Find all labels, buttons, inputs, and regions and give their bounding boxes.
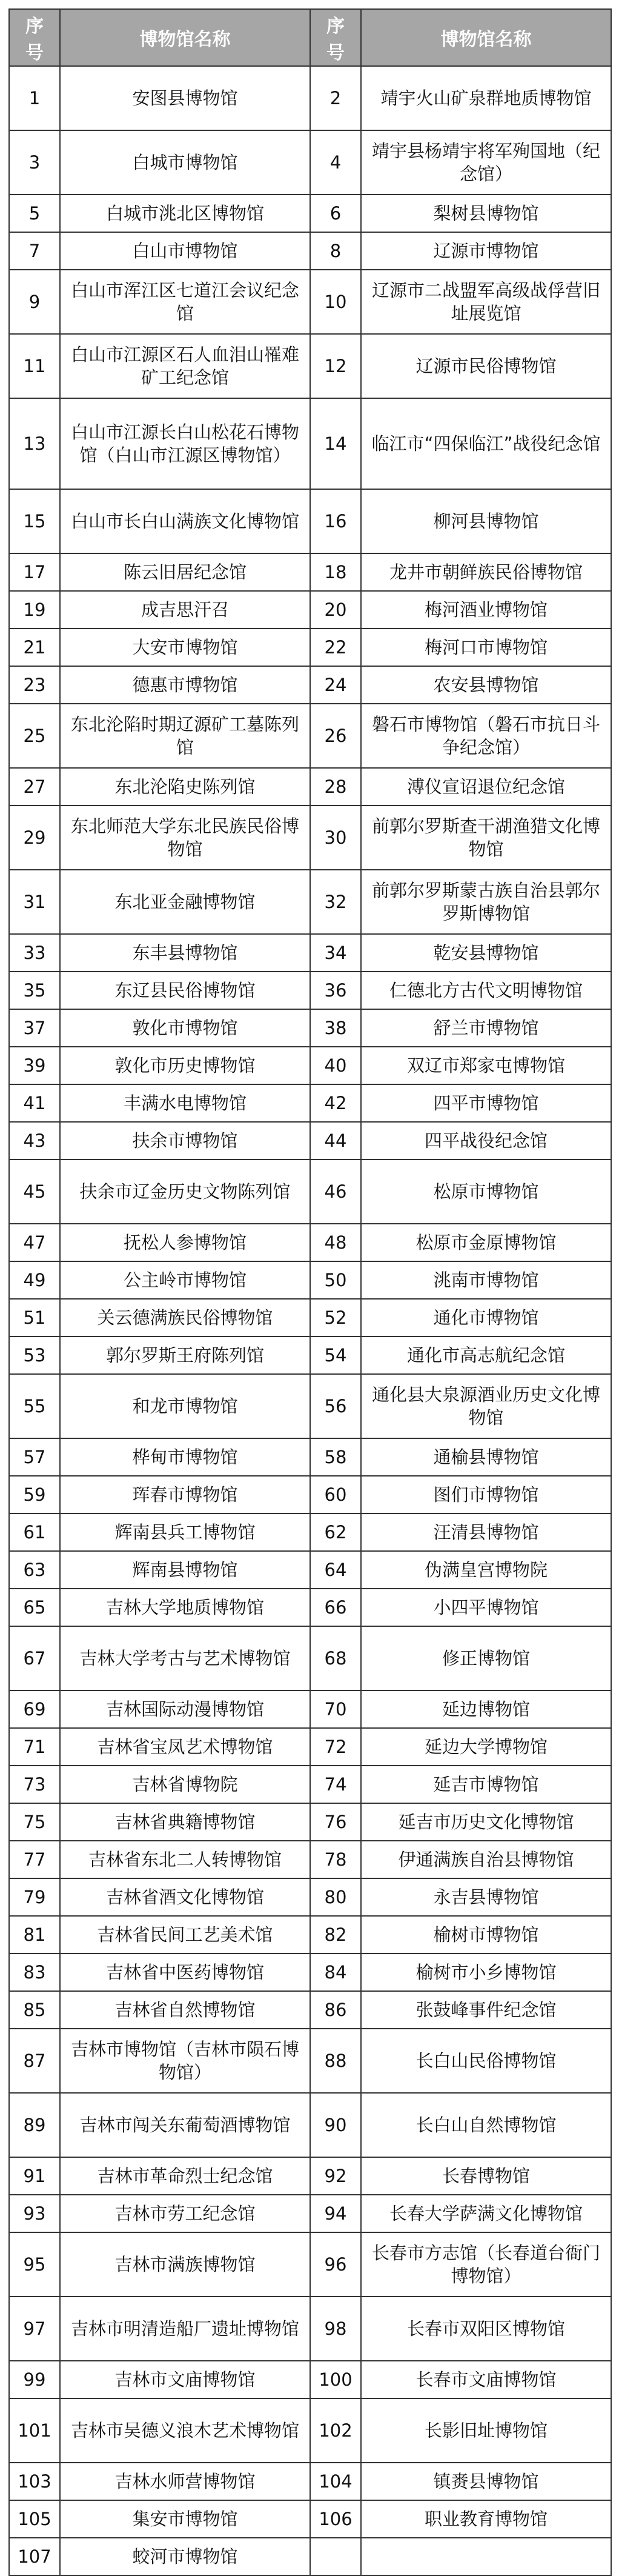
row-number-right: 78 bbox=[310, 1841, 361, 1878]
table-row bbox=[9, 591, 611, 629]
museum-name-left: 吉林省东北二人转博物馆 bbox=[60, 1841, 310, 1878]
museum-name-left: 辉南县兵工博物馆 bbox=[60, 1513, 310, 1551]
row-number-right: 20 bbox=[310, 591, 361, 629]
row-number-right: 8 bbox=[310, 232, 361, 270]
row-number-right: 82 bbox=[310, 1916, 361, 1954]
row-number-right: 32 bbox=[310, 870, 361, 934]
row-number-right: 84 bbox=[310, 1954, 361, 1991]
row-number-left: 55 bbox=[9, 1374, 60, 1438]
museum-name-right: 梨树县博物馆 bbox=[361, 195, 611, 232]
museum-name-left: 吉林省典籍博物馆 bbox=[60, 1803, 310, 1841]
row-number-left: 81 bbox=[9, 1916, 60, 1954]
table-row bbox=[9, 1224, 611, 1261]
table-row bbox=[9, 2463, 611, 2500]
museum-name-right: 长春博物馆 bbox=[361, 2157, 611, 2195]
row-number-right: 18 bbox=[310, 553, 361, 591]
table-row bbox=[9, 2157, 611, 2195]
row-number-right: 102 bbox=[310, 2398, 361, 2463]
museum-name-left: 吉林市闯关东葡萄酒博物馆 bbox=[60, 2093, 310, 2157]
museum-name-right: 长春市方志馆（长春道台衙门博物馆） bbox=[361, 2232, 611, 2297]
row-number-right: 64 bbox=[310, 1551, 361, 1589]
row-number-right: 10 bbox=[310, 270, 361, 334]
row-number-right bbox=[310, 2538, 361, 2575]
row-number-right: 96 bbox=[310, 2232, 361, 2297]
museum-name-left: 吉林省民间工艺美术馆 bbox=[60, 1916, 310, 1954]
row-number-left: 7 bbox=[9, 232, 60, 270]
row-number-left: 93 bbox=[9, 2195, 60, 2232]
row-number-left: 49 bbox=[9, 1261, 60, 1299]
row-number-right: 24 bbox=[310, 666, 361, 704]
table-row bbox=[9, 1690, 611, 1728]
row-number-left: 103 bbox=[9, 2463, 60, 2500]
table-row bbox=[9, 2538, 611, 2575]
museum-name-right: 延边大学博物馆 bbox=[361, 1728, 611, 1766]
table-row bbox=[9, 1803, 611, 1841]
row-number-right: 90 bbox=[310, 2093, 361, 2157]
museum-name-left: 蛟河市博物馆 bbox=[60, 2538, 310, 2575]
row-number-left: 15 bbox=[9, 489, 60, 553]
row-number-left: 59 bbox=[9, 1476, 60, 1513]
table-row bbox=[9, 1122, 611, 1160]
table-header-row bbox=[9, 9, 611, 66]
row-number-right: 34 bbox=[310, 934, 361, 972]
museum-name-right: 舒兰市博物馆 bbox=[361, 1009, 611, 1047]
row-number-left: 21 bbox=[9, 629, 60, 666]
museum-name-left: 白山市长白山满族文化博物馆 bbox=[60, 489, 310, 553]
museum-name-right: 长白山自然博物馆 bbox=[361, 2093, 611, 2157]
row-number-right: 86 bbox=[310, 1991, 361, 2029]
museum-name-left: 吉林大学考古与艺术博物馆 bbox=[60, 1626, 310, 1690]
museum-name-right: 前郭尔罗斯查干湖渔猎文化博物馆 bbox=[361, 806, 611, 870]
table-row bbox=[9, 806, 611, 870]
museum-name-left: 郭尔罗斯王府陈列馆 bbox=[60, 1336, 310, 1374]
museum-name-left: 东北亚金融博物馆 bbox=[60, 870, 310, 934]
table-row bbox=[9, 232, 611, 270]
museum-name-left: 东北师范大学东北民族民俗博物馆 bbox=[60, 806, 310, 870]
row-number-left: 107 bbox=[9, 2538, 60, 2575]
row-number-left: 89 bbox=[9, 2093, 60, 2157]
table-row bbox=[9, 1476, 611, 1513]
museum-name-left: 吉林市明清造船厂遗址博物馆 bbox=[60, 2297, 310, 2361]
museum-name-left: 扶余市博物馆 bbox=[60, 1122, 310, 1160]
museum-name-right: 延边博物馆 bbox=[361, 1690, 611, 1728]
museum-name-right: 延吉市博物馆 bbox=[361, 1766, 611, 1803]
row-number-left: 91 bbox=[9, 2157, 60, 2195]
museum-name-right: 靖宇县杨靖宇将军殉国地（纪念馆） bbox=[361, 130, 611, 195]
museum-name-left: 吉林水师营博物馆 bbox=[60, 2463, 310, 2500]
table-row bbox=[9, 489, 611, 553]
row-number-right: 22 bbox=[310, 629, 361, 666]
museum-name-right: 榆树市小乡博物馆 bbox=[361, 1954, 611, 1991]
museum-name-left: 集安市博物馆 bbox=[60, 2500, 310, 2538]
museum-name-left: 东北沦陷史陈列馆 bbox=[60, 768, 310, 806]
museum-name-right: 双辽市郑家屯博物馆 bbox=[361, 1047, 611, 1084]
museum-name-right: 松原市博物馆 bbox=[361, 1160, 611, 1224]
museum-name-right: 磐石市博物馆（磐石市抗日斗争纪念馆） bbox=[361, 704, 611, 768]
table-row bbox=[9, 1336, 611, 1374]
column-header-number-2: 序号 bbox=[310, 9, 361, 66]
row-number-left: 37 bbox=[9, 1009, 60, 1047]
table-row bbox=[9, 2500, 611, 2538]
row-number-left: 1 bbox=[9, 66, 60, 130]
museum-name-right: 通化市博物馆 bbox=[361, 1299, 611, 1336]
table-row bbox=[9, 972, 611, 1009]
row-number-right: 74 bbox=[310, 1766, 361, 1803]
museum-name-right: 长春大学萨满文化博物馆 bbox=[361, 2195, 611, 2232]
row-number-left: 19 bbox=[9, 591, 60, 629]
row-number-right: 70 bbox=[310, 1690, 361, 1728]
table-row bbox=[9, 1626, 611, 1690]
column-header-name-1: 博物馆名称 bbox=[60, 9, 310, 66]
table-row bbox=[9, 629, 611, 666]
row-number-right: 14 bbox=[310, 398, 361, 489]
row-number-left: 85 bbox=[9, 1991, 60, 2029]
table-row bbox=[9, 1513, 611, 1551]
table-row bbox=[9, 1374, 611, 1438]
museum-name-right: 柳河县博物馆 bbox=[361, 489, 611, 553]
museum-name-left: 桦甸市博物馆 bbox=[60, 1438, 310, 1476]
table-row bbox=[9, 1728, 611, 1766]
museum-name-right: 四平战役纪念馆 bbox=[361, 1122, 611, 1160]
row-number-left: 51 bbox=[9, 1299, 60, 1336]
museum-name-right: 溥仪宣诏退位纪念馆 bbox=[361, 768, 611, 806]
row-number-right: 40 bbox=[310, 1047, 361, 1084]
row-number-right: 30 bbox=[310, 806, 361, 870]
row-number-right: 26 bbox=[310, 704, 361, 768]
museum-name-right: 榆树市博物馆 bbox=[361, 1916, 611, 1954]
row-number-left: 79 bbox=[9, 1878, 60, 1916]
museum-name-left: 吉林大学地质博物馆 bbox=[60, 1589, 310, 1626]
table-row bbox=[9, 2029, 611, 2093]
museum-name-right: 张鼓峰事件纪念馆 bbox=[361, 1991, 611, 2029]
row-number-right: 4 bbox=[310, 130, 361, 195]
museum-name-right: 松原市金原博物馆 bbox=[361, 1224, 611, 1261]
museum-name-right: 临江市“四保临江”战役纪念馆 bbox=[361, 398, 611, 489]
museum-name-right: 前郭尔罗斯蒙古族自治县郭尔罗斯博物馆 bbox=[361, 870, 611, 934]
row-number-left: 67 bbox=[9, 1626, 60, 1690]
table-row bbox=[9, 553, 611, 591]
row-number-left: 41 bbox=[9, 1084, 60, 1122]
museum-name-left: 白山市浑江区七道江会议纪念馆 bbox=[60, 270, 310, 334]
museum-name-right: 职业教育博物馆 bbox=[361, 2500, 611, 2538]
row-number-right: 60 bbox=[310, 1476, 361, 1513]
row-number-right: 88 bbox=[310, 2029, 361, 2093]
table-row bbox=[9, 2195, 611, 2232]
table-row bbox=[9, 1438, 611, 1476]
museum-name-right: 梅河口市博物馆 bbox=[361, 629, 611, 666]
museum-name-left: 陈云旧居纪念馆 bbox=[60, 553, 310, 591]
museum-name-left: 东北沦陷时期辽源矿工墓陈列馆 bbox=[60, 704, 310, 768]
table-row bbox=[9, 768, 611, 806]
museum-name-left: 白城市博物馆 bbox=[60, 130, 310, 195]
row-number-left: 43 bbox=[9, 1122, 60, 1160]
row-number-left: 45 bbox=[9, 1160, 60, 1224]
column-header-number-1: 序号 bbox=[9, 9, 60, 66]
museum-name-right bbox=[361, 2538, 611, 2575]
museum-name-right: 辽源市二战盟军高级战俘营旧址展览馆 bbox=[361, 270, 611, 334]
row-number-right: 58 bbox=[310, 1438, 361, 1476]
row-number-right: 66 bbox=[310, 1589, 361, 1626]
table-row bbox=[9, 66, 611, 130]
museum-name-left: 吉林市博物馆（吉林市陨石博物馆） bbox=[60, 2029, 310, 2093]
row-number-left: 63 bbox=[9, 1551, 60, 1589]
row-number-left: 29 bbox=[9, 806, 60, 870]
row-number-left: 57 bbox=[9, 1438, 60, 1476]
museum-name-right: 长春市文庙博物馆 bbox=[361, 2361, 611, 2398]
museum-name-left: 白城市洮北区博物馆 bbox=[60, 195, 310, 232]
row-number-left: 5 bbox=[9, 195, 60, 232]
museum-name-left: 吉林省博物院 bbox=[60, 1766, 310, 1803]
table-row bbox=[9, 1766, 611, 1803]
row-number-right: 46 bbox=[310, 1160, 361, 1224]
row-number-right: 98 bbox=[310, 2297, 361, 2361]
museum-name-left: 东丰县博物馆 bbox=[60, 934, 310, 972]
table-row bbox=[9, 2361, 611, 2398]
row-number-left: 35 bbox=[9, 972, 60, 1009]
table-row bbox=[9, 934, 611, 972]
museum-name-right: 通化县大泉源酒业历史文化博物馆 bbox=[361, 1374, 611, 1438]
row-number-left: 61 bbox=[9, 1513, 60, 1551]
table-row bbox=[9, 1299, 611, 1336]
museum-name-left: 关云德满族民俗博物馆 bbox=[60, 1299, 310, 1336]
museum-name-left: 白山市博物馆 bbox=[60, 232, 310, 270]
museum-name-left: 成吉思汗召 bbox=[60, 591, 310, 629]
row-number-left: 13 bbox=[9, 398, 60, 489]
museum-name-left: 辉南县博物馆 bbox=[60, 1551, 310, 1589]
row-number-left: 25 bbox=[9, 704, 60, 768]
table-row bbox=[9, 1047, 611, 1084]
row-number-left: 69 bbox=[9, 1690, 60, 1728]
row-number-left: 97 bbox=[9, 2297, 60, 2361]
museum-name-right: 伪满皇宫博物院 bbox=[361, 1551, 611, 1589]
table-row bbox=[9, 1160, 611, 1224]
row-number-right: 6 bbox=[310, 195, 361, 232]
museum-name-left: 吉林市满族博物馆 bbox=[60, 2232, 310, 2297]
museum-name-left: 抚松人参博物馆 bbox=[60, 1224, 310, 1261]
table-row bbox=[9, 2297, 611, 2361]
museum-name-left: 东辽县民俗博物馆 bbox=[60, 972, 310, 1009]
row-number-right: 52 bbox=[310, 1299, 361, 1336]
row-number-right: 12 bbox=[310, 334, 361, 398]
table-row bbox=[9, 1991, 611, 2029]
table-row bbox=[9, 1954, 611, 1991]
table-row bbox=[9, 1878, 611, 1916]
museum-name-left: 吉林市革命烈士纪念馆 bbox=[60, 2157, 310, 2195]
row-number-right: 42 bbox=[310, 1084, 361, 1122]
row-number-left: 99 bbox=[9, 2361, 60, 2398]
table-row bbox=[9, 334, 611, 398]
row-number-left: 23 bbox=[9, 666, 60, 704]
museum-name-right: 长白山民俗博物馆 bbox=[361, 2029, 611, 2093]
museum-name-right: 农安县博物馆 bbox=[361, 666, 611, 704]
table-row bbox=[9, 666, 611, 704]
row-number-left: 71 bbox=[9, 1728, 60, 1766]
row-number-left: 77 bbox=[9, 1841, 60, 1878]
row-number-right: 76 bbox=[310, 1803, 361, 1841]
museum-name-left: 白山市江源长白山松花石博物馆（白山市江源区博物馆） bbox=[60, 398, 310, 489]
row-number-right: 92 bbox=[310, 2157, 361, 2195]
table-row bbox=[9, 130, 611, 195]
museum-name-left: 吉林省自然博物馆 bbox=[60, 1991, 310, 2029]
museum-name-left: 吉林市吴德义浪木艺术博物馆 bbox=[60, 2398, 310, 2463]
row-number-right: 72 bbox=[310, 1728, 361, 1766]
row-number-left: 95 bbox=[9, 2232, 60, 2297]
museum-name-right: 梅河酒业博物馆 bbox=[361, 591, 611, 629]
table-row bbox=[9, 1551, 611, 1589]
row-number-left: 17 bbox=[9, 553, 60, 591]
row-number-left: 31 bbox=[9, 870, 60, 934]
museum-name-left: 吉林省酒文化博物馆 bbox=[60, 1878, 310, 1916]
museum-name-left: 吉林国际动漫博物馆 bbox=[60, 1690, 310, 1728]
museum-name-left: 敦化市历史博物馆 bbox=[60, 1047, 310, 1084]
row-number-right: 104 bbox=[310, 2463, 361, 2500]
museum-name-right: 伊通满族自治县博物馆 bbox=[361, 1841, 611, 1878]
column-header-name-2: 博物馆名称 bbox=[361, 9, 611, 66]
row-number-left: 3 bbox=[9, 130, 60, 195]
museum-name-left: 扶余市辽金历史文物陈列馆 bbox=[60, 1160, 310, 1224]
museum-name-right: 仁德北方古代文明博物馆 bbox=[361, 972, 611, 1009]
museum-name-left: 和龙市博物馆 bbox=[60, 1374, 310, 1438]
row-number-right: 2 bbox=[310, 66, 361, 130]
museum-name-left: 德惠市博物馆 bbox=[60, 666, 310, 704]
museum-name-right: 通化市高志航纪念馆 bbox=[361, 1336, 611, 1374]
museum-name-left: 白山市江源区石人血泪山罹难矿工纪念馆 bbox=[60, 334, 310, 398]
row-number-left: 39 bbox=[9, 1047, 60, 1084]
row-number-left: 83 bbox=[9, 1954, 60, 1991]
row-number-left: 75 bbox=[9, 1803, 60, 1841]
museum-name-right: 四平市博物馆 bbox=[361, 1084, 611, 1122]
row-number-right: 28 bbox=[310, 768, 361, 806]
table-row bbox=[9, 398, 611, 489]
museum-name-right: 长春市双阳区博物馆 bbox=[361, 2297, 611, 2361]
row-number-left: 9 bbox=[9, 270, 60, 334]
table-row bbox=[9, 870, 611, 934]
table-row bbox=[9, 1009, 611, 1047]
museum-name-right: 永吉县博物馆 bbox=[361, 1878, 611, 1916]
row-number-right: 56 bbox=[310, 1374, 361, 1438]
row-number-right: 54 bbox=[310, 1336, 361, 1374]
row-number-right: 80 bbox=[310, 1878, 361, 1916]
museum-name-right: 图们市博物馆 bbox=[361, 1476, 611, 1513]
table-row bbox=[9, 2398, 611, 2463]
table-row bbox=[9, 1841, 611, 1878]
row-number-right: 106 bbox=[310, 2500, 361, 2538]
row-number-left: 53 bbox=[9, 1336, 60, 1374]
row-number-right: 68 bbox=[310, 1626, 361, 1690]
table-row bbox=[9, 1589, 611, 1626]
museum-name-right: 延吉市历史文化博物馆 bbox=[361, 1803, 611, 1841]
row-number-right: 50 bbox=[310, 1261, 361, 1299]
row-number-right: 38 bbox=[310, 1009, 361, 1047]
row-number-left: 11 bbox=[9, 334, 60, 398]
row-number-left: 101 bbox=[9, 2398, 60, 2463]
museum-name-left: 吉林省宝凤艺术博物馆 bbox=[60, 1728, 310, 1766]
table-row bbox=[9, 1261, 611, 1299]
museum-name-right: 修正博物馆 bbox=[361, 1626, 611, 1690]
row-number-right: 100 bbox=[310, 2361, 361, 2398]
museum-name-right: 乾安县博物馆 bbox=[361, 934, 611, 972]
table-row bbox=[9, 2093, 611, 2157]
museum-name-left: 吉林市文庙博物馆 bbox=[60, 2361, 310, 2398]
row-number-right: 16 bbox=[310, 489, 361, 553]
row-number-left: 33 bbox=[9, 934, 60, 972]
museum-name-right: 小四平博物馆 bbox=[361, 1589, 611, 1626]
table-row bbox=[9, 195, 611, 232]
museum-name-right: 辽源市民俗博物馆 bbox=[361, 334, 611, 398]
museum-name-right: 洮南市博物馆 bbox=[361, 1261, 611, 1299]
museum-name-right: 镇赉县博物馆 bbox=[361, 2463, 611, 2500]
row-number-left: 27 bbox=[9, 768, 60, 806]
table-row bbox=[9, 1084, 611, 1122]
row-number-right: 36 bbox=[310, 972, 361, 1009]
table-row bbox=[9, 2232, 611, 2297]
row-number-left: 47 bbox=[9, 1224, 60, 1261]
museum-name-left: 吉林省中医药博物馆 bbox=[60, 1954, 310, 1991]
table-row bbox=[9, 704, 611, 768]
museum-name-right: 汪清县博物馆 bbox=[361, 1513, 611, 1551]
row-number-right: 48 bbox=[310, 1224, 361, 1261]
museum-name-right: 通榆县博物馆 bbox=[361, 1438, 611, 1476]
museum-name-left: 丰满水电博物馆 bbox=[60, 1084, 310, 1122]
row-number-left: 65 bbox=[9, 1589, 60, 1626]
museum-name-left: 大安市博物馆 bbox=[60, 629, 310, 666]
museum-list-table bbox=[8, 8, 612, 2576]
museum-name-right: 龙井市朝鲜族民俗博物馆 bbox=[361, 553, 611, 591]
row-number-left: 105 bbox=[9, 2500, 60, 2538]
row-number-right: 94 bbox=[310, 2195, 361, 2232]
row-number-right: 44 bbox=[310, 1122, 361, 1160]
row-number-left: 87 bbox=[9, 2029, 60, 2093]
table-row bbox=[9, 1916, 611, 1954]
museum-name-left: 安图县博物馆 bbox=[60, 66, 310, 130]
museum-name-left: 吉林市劳工纪念馆 bbox=[60, 2195, 310, 2232]
row-number-right: 62 bbox=[310, 1513, 361, 1551]
museum-name-left: 珲春市博物馆 bbox=[60, 1476, 310, 1513]
row-number-left: 73 bbox=[9, 1766, 60, 1803]
museum-name-right: 辽源市博物馆 bbox=[361, 232, 611, 270]
museum-name-left: 公主岭市博物馆 bbox=[60, 1261, 310, 1299]
table-row bbox=[9, 270, 611, 334]
table-body bbox=[9, 66, 611, 2575]
museum-name-right: 长影旧址博物馆 bbox=[361, 2398, 611, 2463]
museum-name-right: 靖宇火山矿泉群地质博物馆 bbox=[361, 66, 611, 130]
museum-name-left: 敦化市博物馆 bbox=[60, 1009, 310, 1047]
